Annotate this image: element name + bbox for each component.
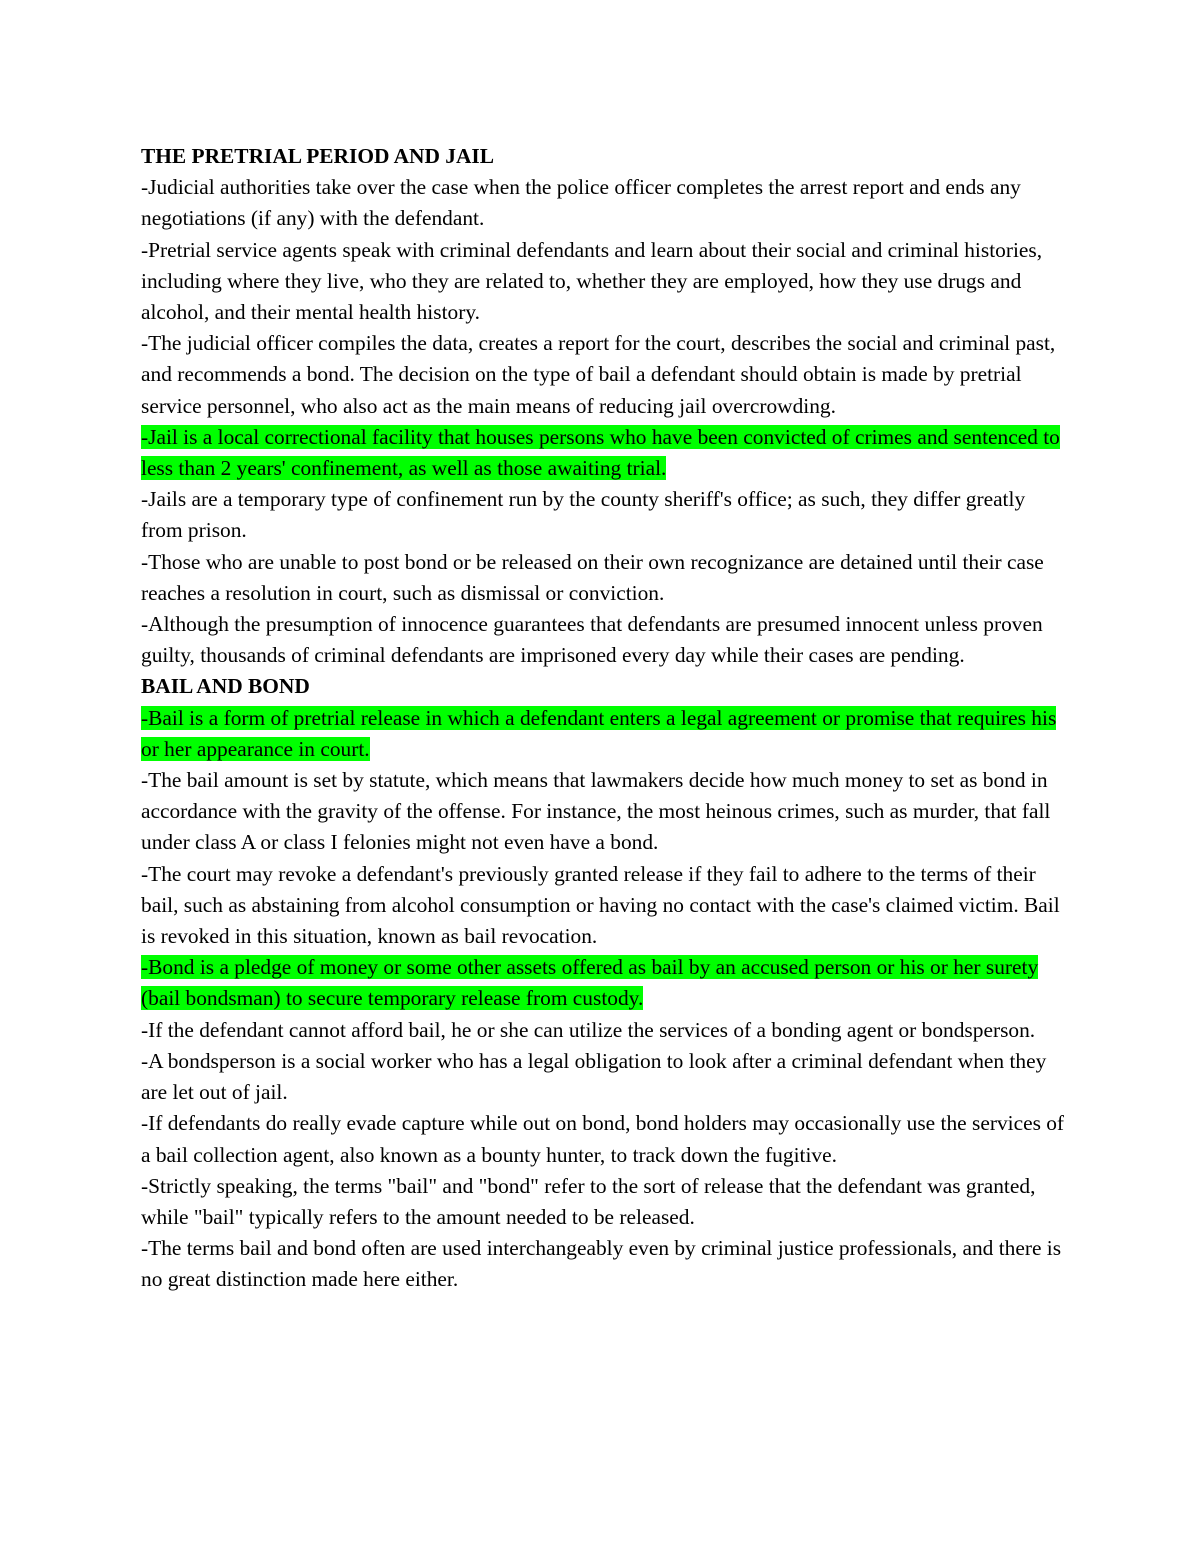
paragraph: -The judicial officer compiles the data, creates a report for the court, describes the social and criminal past, and recommends a bond. The decision on the type of bail a defendant should obtain is made by pretrial service personnel, who also act as the main means of reducing jail overcrowding. <box>141 331 1056 418</box>
paragraph: -A bondsperson is a social worker who has a legal obligation to look after a criminal defendant when they are let out of jail. <box>141 1048 1047 1105</box>
highlight-bond-definition: -Bond is a pledge of money or some other assets offered as bail by an accused person or his or her surety (bail bondsman) to secure temporary release from custody. <box>141 955 1039 1011</box>
paragraph: -Jails are a temporary type of confinement run by the county sheriff's office; as such, they differ greatly from prison. <box>141 487 1026 543</box>
paragraph: -The terms bail and bond often are used interchangeably even by criminal justice professionals, and there is no great distinction made here either. <box>141 1236 1062 1292</box>
highlighted-paragraph <box>141 422 1066 484</box>
section-heading-pretrial: THE PRETRIAL PERIOD AND JAIL <box>141 144 495 168</box>
paragraph: -Strictly speaking, the terms "bail" and "bond" refer to the sort of release that the defendant was granted, while "bail" typically refers to the amount needed to be released. <box>141 1173 1036 1229</box>
document-body <box>141 141 1066 1296</box>
section-heading-bail-bond: BAIL AND BOND <box>141 674 310 699</box>
paragraph: -Judicial authorities take over the case when the police officer completes the arrest report and ends any negotiations (if any) with the defendant. <box>141 175 1021 231</box>
highlighted-paragraph <box>141 703 1066 765</box>
paragraph: -If defendants do really evade capture while out on bond, bond holders may occasionally use the services of a bail collection agent, also known as a bounty hunter, to track down the fugitive. <box>141 1111 1065 1167</box>
paragraph: -If the defendant cannot afford bail, he or she can utilize the services of a bonding agent or bondsperson. <box>141 1017 1036 1042</box>
paragraph: -The bail amount is set by statute, which means that lawmakers decide how much money to set as bond in accordance with the gravity of the offense. For instance, the most heinous crimes, such as murder, that fall under class A or class I felonies might not even have a bond. <box>141 768 1051 855</box>
paragraph: -Pretrial service agents speak with criminal defendants and learn about their social and criminal histories, including where they live, who they are related to, whether they are employed, how they use drugs and alcohol, and their mental health history. <box>141 237 1043 325</box>
highlight-bail-definition: -Bail is a form of pretrial release in which a defendant enters a legal agreement or promise that requires his or her appearance in court. <box>141 705 1057 761</box>
paragraph: -Although the presumption of innocence guarantees that defendants are presumed innocent unless proven guilty, thousands of criminal defendants are imprisoned every day while their cases are pending. <box>141 612 1043 668</box>
paragraph: -Those who are unable to post bond or be released on their own recognizance are detained until their case reaches a resolution in court, such as dismissal or conviction. <box>141 549 1044 605</box>
paragraph: -The court may revoke a defendant's previously granted release if they fail to adhere to the terms of their bail, such as abstaining from alcohol consumption or having no contact with the case's claimed victim. Bail is revoked in this situation, known as bail revocation. <box>141 861 1060 949</box>
highlighted-paragraph <box>141 952 1066 1014</box>
highlight-jail-definition: -Jail is a local correctional facility that houses persons who have been convicted of crimes and sentenced to less than 2 years' confinement, as well as those awaiting trial. <box>141 424 1060 481</box>
